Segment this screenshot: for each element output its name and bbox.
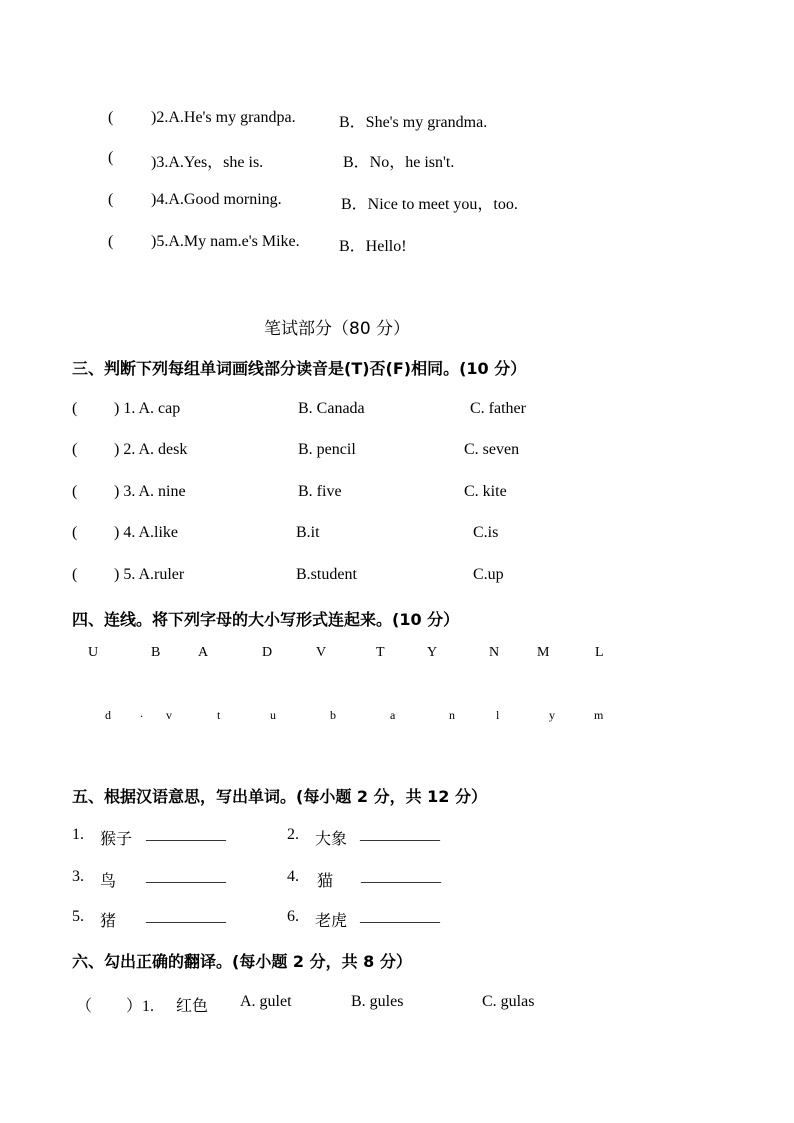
pronunciation-item: [72, 524, 632, 546]
question-option-b: B．Hello!: [339, 238, 407, 255]
answer-bracket: (: [72, 441, 78, 458]
item-number: 2.: [287, 826, 299, 843]
option-a: A. gulet: [240, 993, 292, 1010]
section-3-heading: 三、判断下列每组单词画线部分读音是(T)否(F)相同。(10 分）: [72, 359, 527, 378]
lowercase-letter: y: [549, 708, 555, 722]
uppercase-letter: D: [262, 645, 273, 660]
answer-blank: __________: [361, 868, 441, 885]
pronunciation-item: [72, 566, 632, 588]
answer-bracket: (: [72, 483, 78, 500]
option-b: B. gules: [351, 993, 404, 1010]
uppercase-letter: V: [316, 645, 327, 660]
section-4-heading: 四、连线。将下列字母的大小写形式连起来。(10 分）: [72, 610, 460, 629]
translation-item: [76, 993, 576, 1015]
lowercase-letter: .: [140, 706, 143, 720]
item-number: 4.: [287, 868, 299, 885]
answer-bracket: (: [108, 109, 114, 126]
vocab-item: [72, 908, 272, 930]
chinese-word: 猫: [317, 871, 334, 890]
answer-bracket: (: [108, 233, 114, 250]
question-option-a: )5.A.My nam.e's Mike.: [151, 233, 300, 250]
lowercase-letter: m: [594, 708, 604, 722]
vocab-item: [287, 908, 487, 930]
listening-item: [108, 233, 708, 255]
lowercase-letter: l: [496, 708, 500, 722]
option-b: B. pencil: [298, 441, 356, 458]
option-b: B.student: [296, 566, 357, 583]
option-b: B.it: [296, 524, 320, 541]
question-option-b: B．No，he isn't.: [343, 154, 455, 171]
vocab-item: [72, 868, 272, 890]
answer-bracket: (: [72, 524, 78, 541]
question-option-b: B．She's my grandma.: [339, 114, 488, 131]
option-c: C. father: [470, 400, 526, 417]
answer-bracket: (: [108, 149, 114, 166]
answer-bracket: (: [72, 566, 78, 583]
lowercase-letter: n: [449, 708, 455, 722]
lowercase-letter: u: [270, 708, 276, 722]
vocab-item: [287, 868, 487, 890]
chinese-word: 猴子: [100, 829, 133, 848]
uppercase-letter: L: [595, 645, 604, 660]
uppercase-letter: A: [198, 645, 209, 660]
vocab-item: [72, 826, 272, 848]
chinese-word: 大象: [315, 829, 348, 848]
written-part-title: 笔试部分（80 分）: [264, 319, 411, 339]
lowercase-letter: a: [390, 708, 396, 722]
question-option-a: )2.A.He's my grandpa.: [151, 109, 296, 126]
option-c: C. gulas: [482, 993, 535, 1010]
option-a: ) 1. A. cap: [114, 400, 181, 417]
item-number: 1.: [72, 826, 84, 843]
pronunciation-item: [72, 400, 632, 422]
option-c: C.up: [473, 566, 504, 583]
chinese-word: 猪: [100, 911, 117, 930]
uppercase-letter: B: [151, 645, 161, 660]
option-a: ) 3. A. nine: [114, 483, 186, 500]
item-number: 3.: [72, 868, 84, 885]
answer-blank: __________: [360, 908, 440, 925]
answer-blank: __________: [146, 868, 226, 885]
section-5-heading: 五、根据汉语意思，写出单词。(每小题 2 分，共 12 分）: [72, 787, 487, 806]
chinese-word: 红色: [176, 996, 209, 1015]
question-option-b: B．Nice to meet you，too.: [341, 196, 518, 213]
option-b: B. Canada: [298, 400, 365, 417]
listening-item: [108, 149, 708, 171]
chinese-word: 鸟: [100, 871, 117, 890]
answer-bracket: (: [72, 400, 78, 417]
pronunciation-item: [72, 483, 632, 505]
lowercase-letter: b: [330, 708, 336, 722]
listening-item: [108, 109, 708, 131]
lowercase-letter: v: [166, 708, 172, 722]
answer-blank: __________: [146, 826, 226, 843]
item-number: 6.: [287, 908, 299, 925]
question-option-a: )4.A.Good morning.: [151, 191, 282, 208]
uppercase-letter: T: [376, 645, 385, 660]
item-number: ）1.: [126, 998, 155, 1015]
answer-bracket: (: [108, 191, 114, 208]
listening-item: [108, 191, 708, 213]
answer-bracket: （: [76, 998, 93, 1015]
uppercase-letter: N: [489, 645, 500, 660]
option-c: C. kite: [464, 483, 507, 500]
option-a: ) 4. A.like: [114, 524, 178, 541]
lowercase-letter: t: [217, 708, 221, 722]
option-a: ) 2. A. desk: [114, 441, 188, 458]
uppercase-letter: U: [88, 645, 99, 660]
lowercase-letter: d: [105, 708, 111, 722]
option-b: B. five: [298, 483, 342, 500]
item-number: 5.: [72, 908, 84, 925]
uppercase-letter: Y: [427, 645, 438, 660]
pronunciation-item: [72, 441, 632, 463]
option-a: ) 5. A.ruler: [114, 566, 185, 583]
question-option-a: )3.A.Yes，she is.: [151, 154, 264, 171]
section-6-heading: 六、勾出正确的翻译。(每小题 2 分，共 8 分）: [72, 952, 412, 971]
answer-blank: __________: [146, 908, 226, 925]
vocab-item: [287, 826, 487, 848]
option-c: C. seven: [464, 441, 520, 458]
option-c: C.is: [473, 524, 499, 541]
answer-blank: __________: [360, 826, 440, 843]
chinese-word: 老虎: [315, 911, 348, 930]
uppercase-letter: M: [537, 645, 550, 660]
